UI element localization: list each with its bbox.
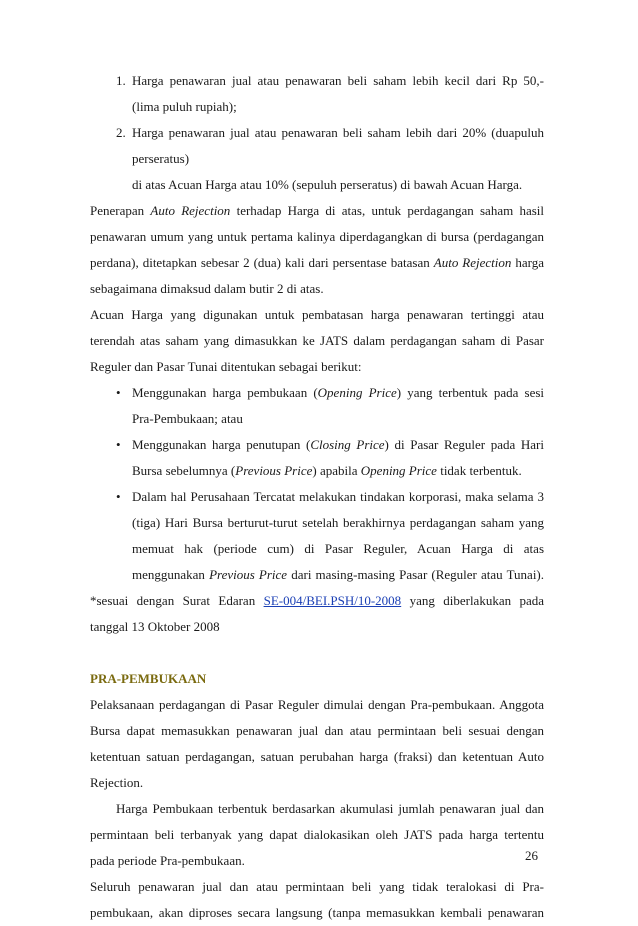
list-item-1-line-1: 1. Harga penawaran jual atau penawaran beli saham lebih kecil dari Rp 50,- <box>90 68 544 94</box>
page-content <box>90 68 544 926</box>
list-number: 2. <box>116 125 126 140</box>
bullet-item-1-line-2: Pra-Pembukaan; atau <box>132 411 243 426</box>
paragraph-line: penawaran umum yang untuk pertama kalinya diperdagangkan di bursa (perdagangan <box>90 229 544 244</box>
list-item-2-line-2: perseratus) <box>132 151 190 166</box>
section-heading: PRA-PEMBUKAAN <box>90 671 207 686</box>
paragraph-line: Seluruh penawaran jual dan atau permintaan beli yang tidak teralokasi di Pra- <box>90 879 544 894</box>
bullet-item-3-line-3: memuat hak (periode cum) di Pasar Reguler, Acuan Harga di atas <box>132 541 544 556</box>
bullet-icon: • <box>116 437 121 452</box>
spacer <box>90 640 544 666</box>
paragraph-line: Acuan Harga yang digunakan untuk pembatasan harga penawaran tertinggi atau <box>90 307 544 322</box>
paragraph-line: Bursa dapat memasukkan penawaran jual dan atau permintaan beli sesuai dengan <box>90 723 544 738</box>
note-line: tanggal 13 Oktober 2008 <box>90 619 220 634</box>
paragraph-line: Penerapan Auto Rejection terhadap Harga di atas, untuk perdagangan saham hasil <box>90 203 545 218</box>
list-number: 1. <box>116 73 126 88</box>
list-item-1-line-2: (lima puluh rupiah); <box>132 99 237 114</box>
bullet-item-2-line-2: Bursa sebelumnya (Previous Price) apabila Opening Price tidak terbentuk. <box>132 463 522 478</box>
bullet-item-3-line-4: menggunakan Previous Price dari masing-masing Pasar (Reguler atau Tunai). <box>132 567 545 582</box>
note-line: *sesuai dengan Surat Edaran SE-004/BEI.PSH/10-2008 yang diberlakukan pada <box>90 593 545 608</box>
paragraph-line: terendah atas saham yang dimasukkan ke JATS dalam perdagangan saham di Pasar <box>90 333 544 348</box>
bullet-item-2: • Menggunakan harga penutupan (Closing Price) di Pasar Reguler pada Hari <box>90 432 544 458</box>
paragraph-line: Harga Pembukaan terbentuk berdasarkan akumulasi jumlah penawaran jual dan <box>116 801 544 816</box>
bullet-item-1: • Menggunakan harga pembukaan (Opening Price) yang terbentuk pada sesi <box>90 380 544 406</box>
paragraph-line: pembukaan, akan diproses secara langsung (tanpa memasukkan kembali penawaran <box>90 905 544 920</box>
paragraph-line: Rejection. <box>90 775 144 790</box>
paragraph-line: perdana), ditetapkan sebesar 2 (dua) kali dari persentase batasan Auto Rejection harga <box>90 255 545 270</box>
bullet-icon: • <box>116 489 121 504</box>
paragraph-line: Pelaksanaan perdagangan di Pasar Reguler dimulai dengan Pra-pembukaan. Anggota <box>90 697 544 712</box>
circular-link[interactable]: SE-004/BEI.PSH/10-2008 <box>263 593 402 608</box>
list-item-2-line-1: 2. Harga penawaran jual atau penawaran beli saham lebih dari 20% (duapuluh <box>90 120 544 146</box>
bullet-icon: • <box>116 385 121 400</box>
paragraph-line: ketentuan satuan perdagangan, satuan perubahan harga (fraksi) dan ketentuan Auto <box>90 749 544 764</box>
paragraph-line: pada periode Pra-pembukaan. <box>90 853 245 868</box>
paragraph-line: Reguler dan Pasar Tunai ditentukan sebagai berikut: <box>90 359 362 374</box>
page-number: 26 <box>525 848 538 863</box>
bullet-item-3: • Dalam hal Perusahaan Tercatat melakukan tindakan korporasi, maka selama 3 <box>90 484 544 510</box>
list-item-2-line-3: di atas Acuan Harga atau 10% (sepuluh perseratus) di bawah Acuan Harga. <box>132 177 523 192</box>
paragraph-line: permintaan beli terbanyak yang dapat dialokasikan oleh JATS pada harga tertentu <box>90 827 544 842</box>
bullet-item-3-line-2: (tiga) Hari Bursa berturut-turut setelah berakhirnya perdagangan saham yang <box>132 515 544 530</box>
paragraph-line: sebagaimana dimaksud dalam butir 2 di atas. <box>90 281 324 296</box>
